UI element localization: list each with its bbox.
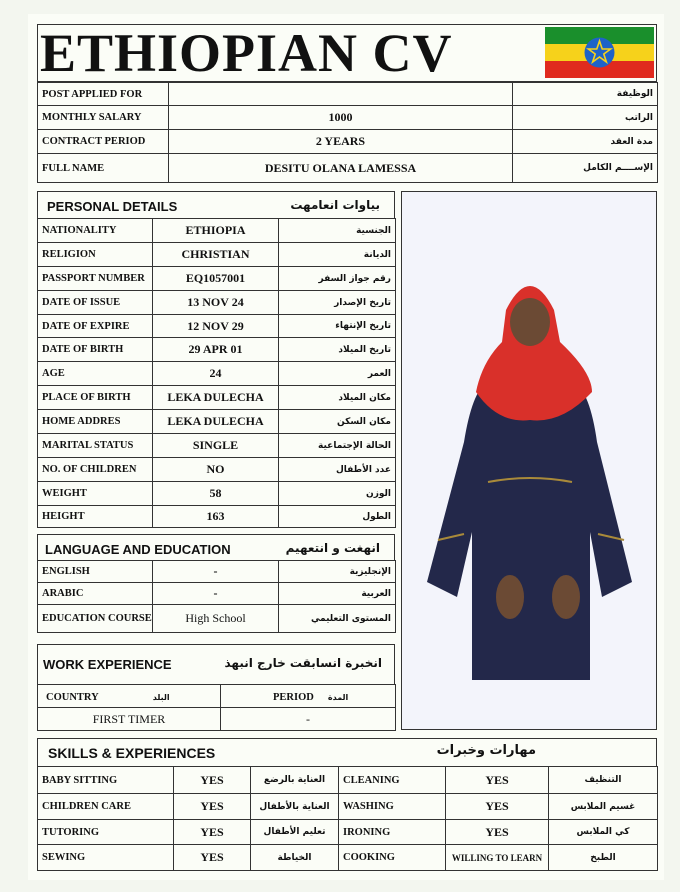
table-row [38,794,658,820]
skill-label: TUTORING [38,820,174,845]
work-title-ar: انخبرة انسابقت خارج انبهذ [224,656,382,670]
personal-title-ar: بياوات انعامهت [290,198,380,212]
education-value: High School [153,605,279,633]
skills-title: SKILLS & EXPERIENCES [48,745,216,761]
education-label: EDUCATION COURSE [38,605,153,633]
fullname-ar: الإســــم الكامل [513,154,658,183]
skill-label: CHILDREN CARE [38,794,174,820]
skill-ar: غسيم الملابس [549,794,658,820]
table-row [38,561,396,583]
post-ar: الوظيفة [513,83,658,106]
english-value: - [153,561,279,583]
table-row [38,315,396,338]
table-row [38,685,396,708]
place-of-birth-value: LEKA DULECHA [153,386,279,410]
skill-ar: التنظيف [549,767,658,794]
skill-ar: الطبخ [549,845,658,871]
skill-ar: تعليم الأطفال [251,820,339,845]
weight-ar: الوزن [279,482,396,506]
country-header [38,685,221,708]
language-table [37,560,396,633]
skill-label: SEWING [38,845,174,871]
skill-value: YES [174,820,251,845]
flag-icon [545,27,654,78]
passport-number-ar: رقم جواز السفر [279,267,396,291]
date-of-birth-value: 29 APR 01 [153,338,279,362]
table-row [38,106,658,130]
skill-label: WASHING [339,794,446,820]
contract-label: CONTRACT PERIOD [38,130,169,154]
no-of-children-value: NO [153,458,279,482]
skill-value: YES [446,767,549,794]
table-row [38,386,396,410]
table-row [38,820,658,845]
table-row [38,708,396,731]
skill-value: YES [446,794,549,820]
table-row [38,767,658,794]
date-of-birth-ar: تاريخ الميلاد [279,338,396,362]
age-ar: العمر [279,362,396,386]
language-header [37,534,395,560]
nationality-ar: الجنسية [279,219,396,243]
skill-label: IRONING [339,820,446,845]
no-of-children-label: NO. OF CHILDREN [38,458,153,482]
work-title: WORK EXPERIENCE [43,657,172,672]
period-value: - [221,708,396,731]
date-of-expire-label: DATE OF EXPIRE [38,315,153,338]
personal-details-table [37,218,396,528]
language-title: LANGUAGE AND EDUCATION [45,542,231,557]
religion-label: RELIGION [38,243,153,267]
post-label: POST APPLIED FOR [38,83,169,106]
height-ar: الطول [279,506,396,528]
age-label: AGE [38,362,153,386]
marital-status-label: MARITAL STATUS [38,434,153,458]
country-label: COUNTRY [46,692,99,703]
english-label: ENGLISH [38,561,153,583]
contract-value: 2 YEARS [169,130,513,154]
nationality-label: NATIONALITY [38,219,153,243]
salary-label: MONTHLY SALARY [38,106,169,130]
table-row [38,434,396,458]
skill-value: YES [174,794,251,820]
skills-title-ar: مهارات وخبرات [436,743,536,758]
table-row [38,154,658,183]
arabic-ar: العربية [279,583,396,605]
english-ar: الإنجليزية [279,561,396,583]
home-addres-label: HOME ADDRES [38,410,153,434]
marital-status-ar: الحالة الإجتماعية [279,434,396,458]
period-header [221,685,396,708]
table-row [38,506,396,528]
fullname-value: DESITU OLANA LAMESSA [169,154,513,183]
skills-table [37,766,658,871]
arabic-value: - [153,583,279,605]
table-row [38,410,396,434]
date-of-issue-value: 13 NOV 24 [153,291,279,315]
skill-label: CLEANING [339,767,446,794]
religion-value: CHRISTIAN [153,243,279,267]
skill-value: YES [174,767,251,794]
country-ar: البلد [152,693,170,702]
religion-ar: الديانة [279,243,396,267]
marital-status-value: SINGLE [153,434,279,458]
skills-header [37,738,657,766]
work-table [37,684,396,731]
skill-value: YES [174,845,251,871]
period-ar: المدة [327,693,349,702]
table-row [38,482,396,506]
personal-title: PERSONAL DETAILS [47,199,178,214]
language-title-ar: انهغت و انتعهيم [285,541,380,555]
height-label: HEIGHT [38,506,153,528]
place-of-birth-ar: مكان الميلاد [279,386,396,410]
work-header [37,644,395,684]
date-of-issue-label: DATE OF ISSUE [38,291,153,315]
skill-ar: العناية بالرضع [251,767,339,794]
skill-label: COOKING [339,845,446,871]
date-of-expire-ar: تاريخ الإنتهاء [279,315,396,338]
weight-value: 58 [153,482,279,506]
table-row [38,583,396,605]
candidate-photo [401,191,657,730]
no-of-children-ar: عدد الأطفال [279,458,396,482]
home-addres-value: LEKA DULECHA [153,410,279,434]
table-row [38,243,396,267]
page-title: ETHIOPIAN CV [40,23,453,83]
fullname-label: FULL NAME [38,154,169,183]
person-photo-icon [402,192,657,730]
skill-label: BABY SITTING [38,767,174,794]
date-of-birth-label: DATE OF BIRTH [38,338,153,362]
table-row [38,338,396,362]
skill-value: WILLING TO LEARN [446,845,549,871]
skill-ar: العناية بالأطفال [251,794,339,820]
skill-ar: كي الملابس [549,820,658,845]
country-value: FIRST TIMER [38,708,221,731]
personal-details-header [37,191,395,218]
place-of-birth-label: PLACE OF BIRTH [38,386,153,410]
home-addres-ar: مكان السكن [279,410,396,434]
date-of-issue-ar: تاريخ الإصدار [279,291,396,315]
contract-ar: مدة العقد [513,130,658,154]
ethiopia-flag [545,27,654,78]
salary-ar: الراتب [513,106,658,130]
top-info-table [37,82,658,183]
nationality-value: ETHIOPIA [153,219,279,243]
table-row [38,83,658,106]
arabic-label: ARABIC [38,583,153,605]
education-ar: المستوى التعليمي [279,605,396,633]
height-value: 163 [153,506,279,528]
post-value [169,83,513,106]
table-row [38,845,658,871]
age-value: 24 [153,362,279,386]
date-of-expire-value: 12 NOV 29 [153,315,279,338]
table-row [38,362,396,386]
table-row [38,130,658,154]
table-row [38,267,396,291]
weight-label: WEIGHT [38,482,153,506]
salary-value: 1000 [169,106,513,130]
skill-ar: الخياطة [251,845,339,871]
table-row [38,291,396,315]
skill-value: YES [446,820,549,845]
passport-number-value: EQ1057001 [153,267,279,291]
passport-number-label: PASSPORT NUMBER [38,267,153,291]
table-row [38,458,396,482]
period-label: PERIOD [273,692,314,703]
table-row [38,219,396,243]
table-row [38,605,396,633]
